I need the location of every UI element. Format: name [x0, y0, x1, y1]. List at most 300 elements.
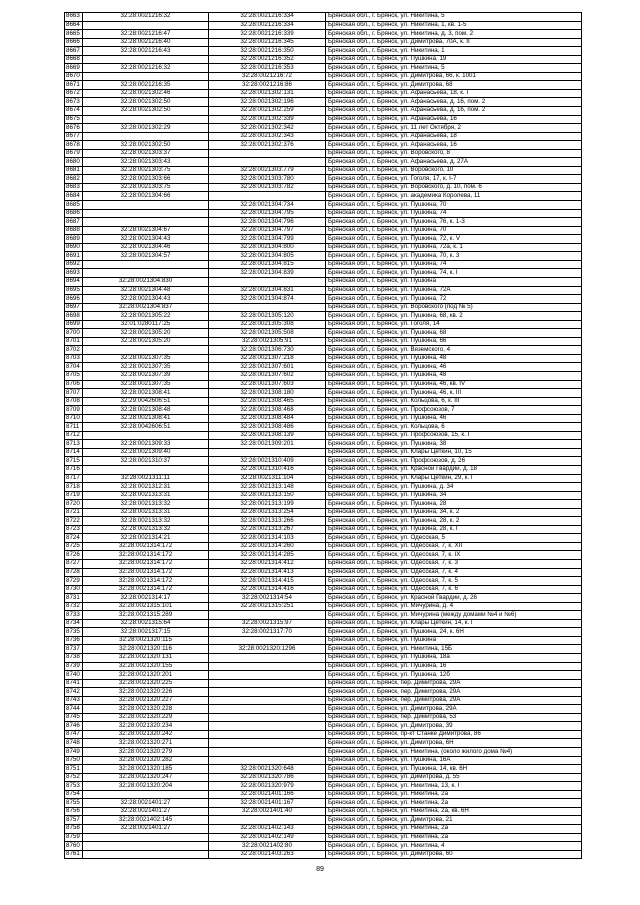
row-number-cell: 8684 — [65, 192, 83, 201]
object-cadastral-number-cell: 32:28:0021314:260 — [209, 542, 326, 551]
land-cadastral-number-cell: 32:28:0021313:32 — [83, 500, 209, 509]
table-row — [65, 21, 582, 30]
land-cadastral-number-cell: 32:28:0021320:131 — [83, 654, 209, 663]
land-cadastral-number-cell: 32:28:0021315:101 — [83, 602, 209, 611]
table-row — [65, 38, 582, 47]
land-cadastral-number-cell: 32:28:0021314:21 — [83, 534, 209, 543]
table-row — [65, 414, 582, 423]
table-row — [65, 807, 582, 816]
row-number-cell: 8691 — [65, 252, 83, 261]
address-cell: Брянская обл., г. Брянск, ул. Димитрова, 70А, к. II — [326, 38, 582, 47]
object-cadastral-number-cell: 32:28:0021302:131 — [209, 89, 326, 98]
table-row — [65, 303, 582, 312]
object-cadastral-number-cell: 32:28:0021305:508 — [209, 329, 326, 338]
land-cadastral-number-cell — [83, 790, 209, 799]
object-cadastral-number-cell: 32:28:0021216:334 — [209, 21, 326, 30]
row-number-cell: 8705 — [65, 371, 83, 380]
table-row — [65, 491, 582, 500]
row-number-cell: 8667 — [65, 47, 83, 56]
row-number-cell: 8744 — [65, 705, 83, 714]
land-cadastral-number-cell: 32:28:0021307:35 — [83, 354, 209, 363]
address-cell: Брянская обл., г. Брянск, ул. Никитина, 2а — [326, 824, 582, 833]
object-cadastral-number-cell: 32:28:0021216:86 — [209, 81, 326, 90]
table-row — [65, 457, 582, 466]
land-cadastral-number-cell: 32:28:0021315:64 — [83, 619, 209, 628]
object-cadastral-number-cell: 32:28:0021314:416 — [209, 585, 326, 594]
address-cell: Брянская обл., г. Брянск, ул. Пушкина, 74 — [326, 209, 582, 218]
row-number-cell: 8715 — [65, 457, 83, 466]
table-row — [65, 337, 582, 346]
object-cadastral-number-cell: 32:28:0021305:120 — [209, 312, 326, 321]
table-row — [65, 115, 582, 124]
address-cell: Брянская обл., г. Брянск, ул. Никитина, 2а — [326, 833, 582, 842]
table-row — [65, 98, 582, 107]
table-row — [65, 474, 582, 483]
land-cadastral-number-cell: 32:28:0021304:46 — [83, 243, 209, 252]
address-cell: Брянская обл., г. Брянск, ул. Воровского, д. 10, пом. 6 — [326, 183, 582, 192]
object-cadastral-number-cell: 32:28:0021303:780 — [209, 175, 326, 184]
row-number-cell: 8751 — [65, 765, 83, 774]
address-cell: Брянская обл., г. Брянск, ул. Афанасьева, д. 16, пом. 2 — [326, 107, 582, 116]
object-cadastral-number-cell: 32:28:0021314:415 — [209, 577, 326, 586]
table-row — [65, 483, 582, 492]
row-number-cell: 8748 — [65, 739, 83, 748]
row-number-cell: 8728 — [65, 568, 83, 577]
row-number-cell: 8712 — [65, 431, 83, 440]
land-cadastral-number-cell — [83, 115, 209, 124]
row-number-cell: 8698 — [65, 312, 83, 321]
row-number-cell: 8700 — [65, 329, 83, 338]
land-cadastral-number-cell — [83, 260, 209, 269]
table-row — [65, 406, 582, 415]
address-cell: Брянская обл., г. Брянск, ул. Пушкина, 18а — [326, 654, 582, 663]
row-number-cell: 8663 — [65, 13, 83, 22]
table-row — [65, 201, 582, 210]
address-cell: Брянская обл., г. Брянск, ул. Одесская, 7, к. 6 — [326, 585, 582, 594]
land-cadastral-number-cell: 32:28:0021312:31 — [83, 483, 209, 492]
address-cell: Брянская обл., г. Брянск, ул. Афанасьева, д. 16, пом. 2 — [326, 98, 582, 107]
table-row — [65, 790, 582, 799]
object-cadastral-number-cell: 32:28:0021313:148 — [209, 483, 326, 492]
address-cell: Брянская обл., г. Брянск, пер. Димитрова, 53 — [326, 713, 582, 722]
address-cell: Брянская обл., г. Брянск, ул. Никитина, 5 — [326, 13, 582, 22]
row-number-cell: 8688 — [65, 226, 83, 235]
address-cell: Брянская обл., г. Брянск, ул. Пушкина, 16А — [326, 756, 582, 765]
address-cell: Брянская обл., г. Брянск, ул. Димитрова, 68 — [326, 81, 582, 90]
land-cadastral-number-cell: 32:28:0021320:234 — [83, 722, 209, 731]
address-cell: Брянская обл., г. Брянск, ул. Пушкина, 19 — [326, 55, 582, 64]
land-cadastral-number-cell — [83, 346, 209, 355]
object-cadastral-number-cell: 32:28:0021311:104 — [209, 474, 326, 483]
table-row — [65, 730, 582, 739]
row-number-cell: 8721 — [65, 508, 83, 517]
address-cell: Брянская обл., г. Брянск, пер. Димитрова, 29А — [326, 688, 582, 697]
land-cadastral-number-cell: 32:28:0021307:35 — [83, 363, 209, 372]
address-cell: Брянская обл., г. Брянск, ул. Никитина, 4 — [326, 842, 582, 851]
address-cell: Брянская обл., г. Брянск, ул. Никитина, 5 — [326, 64, 582, 73]
row-number-cell: 8719 — [65, 491, 83, 500]
address-cell: Брянская обл., г. Брянск, ул. 11 лет Октября, 2 — [326, 124, 582, 133]
object-cadastral-number-cell: 32:28:0021401:166 — [209, 790, 326, 799]
object-cadastral-number-cell — [209, 149, 326, 158]
land-cadastral-number-cell: 32:28:0021304:67 — [83, 226, 209, 235]
address-cell: Брянская обл., г. Брянск, ул. Пушкина, 70 — [326, 226, 582, 235]
row-number-cell: 8724 — [65, 534, 83, 543]
land-cadastral-number-cell: 32:28:0021309:33 — [83, 440, 209, 449]
row-number-cell: 8716 — [65, 465, 83, 474]
table-row — [65, 277, 582, 286]
land-cadastral-number-cell: 32:28:0021320:115 — [83, 636, 209, 645]
object-cadastral-number-cell: 32:28:0021304:805 — [209, 252, 326, 261]
land-cadastral-number-cell: 32:28:0021313:32 — [83, 517, 209, 526]
table-row — [65, 397, 582, 406]
address-cell: Брянская обл., г. Брянск, ул. Пушкина, 72, к. V — [326, 235, 582, 244]
object-cadastral-number-cell: 32:28:0021304:831 — [209, 286, 326, 295]
table-row — [65, 371, 582, 380]
table-row — [65, 517, 582, 526]
table-row — [65, 748, 582, 757]
object-cadastral-number-cell: 32:28:0021216:334 — [209, 13, 326, 22]
table-row — [65, 619, 582, 628]
table-row — [65, 534, 582, 543]
address-cell: Брянская обл., г. Брянск, ул. Пушкина, 46 — [326, 363, 582, 372]
row-number-cell: 8670 — [65, 72, 83, 81]
land-cadastral-number-cell: 32:28:0021314:172 — [83, 542, 209, 551]
object-cadastral-number-cell: 32:28:0021216:353 — [209, 64, 326, 73]
object-cadastral-number-cell — [209, 739, 326, 748]
object-cadastral-number-cell: 32:28:0021310:409 — [209, 457, 326, 466]
row-number-cell: 8709 — [65, 406, 83, 415]
object-cadastral-number-cell: 32:28:0021315:251 — [209, 602, 326, 611]
table-row — [65, 782, 582, 791]
object-cadastral-number-cell: 32:28:0021313:199 — [209, 500, 326, 509]
address-cell: Брянская обл., г. Брянск, ул. Профсоюзов, 7 — [326, 406, 582, 415]
table-row — [65, 55, 582, 64]
land-cadastral-number-cell: 32:28:0021216:35 — [83, 81, 209, 90]
land-cadastral-number-cell: 32:28:0021401:27 — [83, 807, 209, 816]
land-cadastral-number-cell: 32:28:0021216:40 — [83, 38, 209, 47]
table-row — [65, 209, 582, 218]
table-row — [65, 354, 582, 363]
object-cadastral-number-cell: 32:28:0021306:730 — [209, 346, 326, 355]
object-cadastral-number-cell: 32:28:0021302:339 — [209, 115, 326, 124]
row-number-cell: 8754 — [65, 790, 83, 799]
land-cadastral-number-cell — [83, 55, 209, 64]
land-cadastral-number-cell: 32:28:0021320:247 — [83, 773, 209, 782]
land-cadastral-number-cell: 32:28:0021320:204 — [83, 782, 209, 791]
land-cadastral-number-cell: 32:28:0021313:31 — [83, 491, 209, 500]
table-row — [65, 799, 582, 808]
object-cadastral-number-cell — [209, 748, 326, 757]
land-cadastral-number-cell — [83, 465, 209, 474]
table-row — [65, 508, 582, 517]
row-number-cell: 8740 — [65, 671, 83, 680]
row-number-cell: 8733 — [65, 611, 83, 620]
object-cadastral-number-cell: 32:28:0021308:468 — [209, 406, 326, 415]
object-cadastral-number-cell: 32:28:0021308:465 — [209, 397, 326, 406]
row-number-cell: 8734 — [65, 619, 83, 628]
address-cell: Брянская обл., г. Брянск, ул. Одесская, 7, к. 3 — [326, 560, 582, 569]
object-cadastral-number-cell: 32:28:0021320:979 — [209, 782, 326, 791]
address-cell: Брянская обл., г. Брянск, ул. Димитрова, д. 55 — [326, 773, 582, 782]
row-number-cell: 8747 — [65, 730, 83, 739]
table-row — [65, 833, 582, 842]
table-row — [65, 842, 582, 851]
land-cadastral-number-cell: 32:28:0021315:289 — [83, 611, 209, 620]
land-cadastral-number-cell: 32:28:0021308:41 — [83, 389, 209, 398]
table-row — [65, 192, 582, 201]
object-cadastral-number-cell: 32:28:0021216:345 — [209, 38, 326, 47]
land-cadastral-number-cell: 32:28:0021314:172 — [83, 577, 209, 586]
address-cell: Брянская обл., г. Брянск, ул. Димитрова, 39 — [326, 722, 582, 731]
land-cadastral-number-cell: 32:28:0021314:172 — [83, 560, 209, 569]
row-number-cell: 8675 — [65, 115, 83, 124]
land-cadastral-number-cell: 32:28:0021308:48 — [83, 406, 209, 415]
table-row — [65, 320, 582, 329]
land-cadastral-number-cell: 32:28:0021303:75 — [83, 183, 209, 192]
land-cadastral-number-cell: 32:28:0021302:50 — [83, 98, 209, 107]
object-cadastral-number-cell — [209, 654, 326, 663]
land-cadastral-number-cell: 32:28:0021320:201 — [83, 671, 209, 680]
row-number-cell: 8671 — [65, 81, 83, 90]
object-cadastral-number-cell: 32:28:0021302:342 — [209, 124, 326, 133]
table-row — [65, 252, 582, 261]
row-number-cell: 8745 — [65, 713, 83, 722]
land-cadastral-number-cell: 32:28:0021216:32 — [83, 13, 209, 22]
address-cell: Брянская обл., г. Брянск, ул. Одесская, 7, к. XII — [326, 542, 582, 551]
object-cadastral-number-cell: 32:28:0021302:343 — [209, 132, 326, 141]
row-number-cell: 8761 — [65, 850, 83, 859]
row-number-cell: 8706 — [65, 380, 83, 389]
land-cadastral-number-cell: 32:01:0280117:25 — [83, 320, 209, 329]
registry-table — [64, 12, 582, 859]
table-row — [65, 773, 582, 782]
land-cadastral-number-cell — [83, 850, 209, 859]
row-number-cell: 8743 — [65, 696, 83, 705]
table-row — [65, 654, 582, 663]
row-number-cell: 8681 — [65, 166, 83, 175]
table-row — [65, 713, 582, 722]
row-number-cell: 8699 — [65, 320, 83, 329]
address-cell: Брянская обл., г. Брянск, ул. Пушкина, 24, к. 6Н — [326, 628, 582, 637]
object-cadastral-number-cell: 32:28:0021308:180 — [209, 389, 326, 398]
table-row — [65, 312, 582, 321]
land-cadastral-number-cell: 32:28:0021302:50 — [83, 107, 209, 116]
object-cadastral-number-cell — [209, 192, 326, 201]
object-cadastral-number-cell: 32:28:0021303:782 — [209, 183, 326, 192]
object-cadastral-number-cell: 32:28:0021320:648 — [209, 765, 326, 774]
land-cadastral-number-cell: 32:28:0021305:20 — [83, 337, 209, 346]
row-number-cell: 8749 — [65, 748, 83, 757]
address-cell: Брянская обл., г. Брянск, ул. Пушкина, 74 — [326, 260, 582, 269]
address-cell: Брянская обл., г. Брянск, ул. Пушкина, 34 — [326, 491, 582, 500]
object-cadastral-number-cell — [209, 636, 326, 645]
address-cell: Брянская обл., г. Брянск, ул. Пушкина, 48 — [326, 371, 582, 380]
object-cadastral-number-cell: 32:28:0021305:308 — [209, 320, 326, 329]
address-cell: Брянская обл., г. Брянск, ул. Пушкина, 34, к. 2 — [326, 508, 582, 517]
object-cadastral-number-cell: 32:28:0021320:1296 — [209, 645, 326, 654]
table-row — [65, 149, 582, 158]
object-cadastral-number-cell: 32:28:0021314:285 — [209, 551, 326, 560]
object-cadastral-number-cell: 32:28:0021310:416 — [209, 465, 326, 474]
land-cadastral-number-cell — [83, 833, 209, 842]
address-cell: Брянская обл., г. Брянск, ул. Пушкина, 76, к. 1-3 — [326, 218, 582, 227]
row-number-cell: 8757 — [65, 816, 83, 825]
land-cadastral-number-cell — [83, 132, 209, 141]
object-cadastral-number-cell: 32:28:0021304:734 — [209, 201, 326, 210]
table-row — [65, 500, 582, 509]
land-cadastral-number-cell: 32:28:0021317:15 — [83, 628, 209, 637]
object-cadastral-number-cell: 32:28:0021402:143 — [209, 824, 326, 833]
table-row — [65, 431, 582, 440]
land-cadastral-number-cell: 32:28:0021311:11 — [83, 474, 209, 483]
row-number-cell: 8726 — [65, 551, 83, 560]
row-number-cell: 8737 — [65, 645, 83, 654]
row-number-cell: 8666 — [65, 38, 83, 47]
row-number-cell: 8679 — [65, 149, 83, 158]
address-cell: Брянская обл., г. Брянск, ул. Пушкина, 68 — [326, 329, 582, 338]
table-row — [65, 542, 582, 551]
table-row — [65, 218, 582, 227]
row-number-cell: 8707 — [65, 389, 83, 398]
address-cell: Брянская обл., г. Брянск, ул. Никитина, 15Б — [326, 645, 582, 654]
table-row — [65, 679, 582, 688]
land-cadastral-number-cell: 32:28:0021401:27 — [83, 824, 209, 833]
address-cell: Брянская обл., г. Брянск, ул. Кольцова, 6, к. III — [326, 397, 582, 406]
address-cell: Брянская обл., г. Брянск, ул. Гоголя, 17, к. I-7 — [326, 175, 582, 184]
object-cadastral-number-cell — [209, 705, 326, 714]
address-cell: Брянская обл., г. Брянск, ул. Вяземского, 4 — [326, 346, 582, 355]
land-cadastral-number-cell: 32:28:0021320:282 — [83, 756, 209, 765]
object-cadastral-number-cell: 32:28:0021216:350 — [209, 47, 326, 56]
address-cell: Брянская обл., г. Брянск, ул. академика Королева, 11 — [326, 192, 582, 201]
table-row — [65, 585, 582, 594]
address-cell: Брянская обл., г. Брянск, ул. Пушкина, 28, к. I — [326, 525, 582, 534]
table-row — [65, 465, 582, 474]
address-cell: Брянская обл., г. Брянск, ул. Афанасьева, 16 — [326, 115, 582, 124]
address-cell: Брянская обл., г. Брянск, ул. Кольцова, 6 — [326, 423, 582, 432]
object-cadastral-number-cell: 32:28:0021302:259 — [209, 107, 326, 116]
table-row — [65, 260, 582, 269]
land-cadastral-number-cell: 32:29:0042606:51 — [83, 397, 209, 406]
object-cadastral-number-cell: 32:28:0021313:266 — [209, 517, 326, 526]
object-cadastral-number-cell: 32:28:0021313:254 — [209, 508, 326, 517]
row-number-cell: 8755 — [65, 799, 83, 808]
object-cadastral-number-cell: 32:28:0021216:352 — [209, 55, 326, 64]
object-cadastral-number-cell: 32:28:0021308:486 — [209, 423, 326, 432]
table-row — [65, 696, 582, 705]
row-number-cell: 8717 — [65, 474, 83, 483]
row-number-cell: 8685 — [65, 201, 83, 210]
table-row — [65, 380, 582, 389]
land-cadastral-number-cell — [83, 218, 209, 227]
address-cell: Брянская обл., г. Брянск, ул. Клары Цеткин, 29, к. I — [326, 474, 582, 483]
table-row — [65, 72, 582, 81]
row-number-cell: 8713 — [65, 440, 83, 449]
table-row — [65, 226, 582, 235]
table-row — [65, 525, 582, 534]
address-cell: Брянская обл., г. Брянск, ул. Пушкина, 70 — [326, 201, 582, 210]
address-cell: Брянская обл., г. Брянск, ул. Пушкина, 72а, к. 1 — [326, 243, 582, 252]
object-cadastral-number-cell: 32:28:0021302:376 — [209, 141, 326, 150]
row-number-cell: 8742 — [65, 688, 83, 697]
land-cadastral-number-cell — [83, 209, 209, 218]
object-cadastral-number-cell: 32:28:0021314:413 — [209, 568, 326, 577]
table-row — [65, 295, 582, 304]
row-number-cell: 8689 — [65, 235, 83, 244]
address-cell: Брянская обл., г. Брянск, ул. Пушкина, 46 — [326, 414, 582, 423]
row-number-cell: 8677 — [65, 132, 83, 141]
object-cadastral-number-cell: 32:28:0021317:70 — [209, 628, 326, 637]
address-cell: Брянская обл., г. Брянск, ул. Клары Цеткин, 10, 15 — [326, 448, 582, 457]
table-row — [65, 269, 582, 278]
address-cell: Брянская обл., г. Брянск, ул. Никитина, 1, кв. 1-5 — [326, 21, 582, 30]
table-row — [65, 47, 582, 56]
land-cadastral-number-cell: 32:28:0021302:50 — [83, 141, 209, 150]
object-cadastral-number-cell: 32:28:0021308:484 — [209, 414, 326, 423]
object-cadastral-number-cell: 32:28:0021216:72 — [209, 72, 326, 81]
object-cadastral-number-cell: 32:28:0021401:40 — [209, 807, 326, 816]
table-row — [65, 124, 582, 133]
object-cadastral-number-cell: 32:28:0021314:412 — [209, 560, 326, 569]
table-row — [65, 363, 582, 372]
address-cell: Брянская обл., г. Брянск, ул. Димитрова, 21 — [326, 816, 582, 825]
table-row — [65, 243, 582, 252]
land-cadastral-number-cell: 32:28:0021304:48 — [83, 286, 209, 295]
row-number-cell: 8758 — [65, 824, 83, 833]
object-cadastral-number-cell: 32:28:0021304:839 — [209, 269, 326, 278]
object-cadastral-number-cell — [209, 730, 326, 739]
row-number-cell: 8752 — [65, 773, 83, 782]
address-cell: Брянская обл., г. Брянск, ул. Гоголя, 14 — [326, 320, 582, 329]
row-number-cell: 8736 — [65, 636, 83, 645]
row-number-cell: 8664 — [65, 21, 83, 30]
row-number-cell: 8665 — [65, 30, 83, 39]
address-cell: Брянская обл., г. Брянск, ул. Димитрова, 29А — [326, 705, 582, 714]
land-cadastral-number-cell: 32:28:0021320:228 — [83, 705, 209, 714]
object-cadastral-number-cell: 32:28:0021305:91 — [209, 337, 326, 346]
table-row — [65, 346, 582, 355]
object-cadastral-number-cell: 32:28:0021303:779 — [209, 166, 326, 175]
row-number-cell: 8746 — [65, 722, 83, 731]
land-cadastral-number-cell: 32:28:0021304:43 — [83, 235, 209, 244]
land-cadastral-number-cell: 32:28:0021313:32 — [83, 525, 209, 534]
object-cadastral-number-cell: 32:28:0021304:874 — [209, 295, 326, 304]
object-cadastral-number-cell: 32:28:0021304:800 — [209, 243, 326, 252]
table-row — [65, 636, 582, 645]
object-cadastral-number-cell: 32:28:0021403:263 — [209, 850, 326, 859]
table-row — [65, 705, 582, 714]
address-cell: Брянская обл., г. Брянск, ул. Пушкина, д. 34 — [326, 483, 582, 492]
address-cell: Брянская обл., г. Брянск, ул. Профсоюзов, д. 26 — [326, 457, 582, 466]
object-cadastral-number-cell — [209, 611, 326, 620]
land-cadastral-number-cell: 32:28:0021320:155 — [83, 662, 209, 671]
table-row — [65, 577, 582, 586]
land-cadastral-number-cell: 32:28:0021307:39 — [83, 371, 209, 380]
address-cell: Брянская обл., г. Брянск, ул. Воровского (под № 5) — [326, 303, 582, 312]
address-cell: Брянская обл., г. Брянск, ул. Афанасьева, 18 — [326, 132, 582, 141]
land-cadastral-number-cell: 32:28:0021303:43 — [83, 158, 209, 167]
object-cadastral-number-cell: 32:28:0021307:603 — [209, 380, 326, 389]
land-cadastral-number-cell: 32:28:0021304:830 — [83, 277, 209, 286]
table-row — [65, 329, 582, 338]
address-cell: Брянская обл., г. Брянск, ул. Пушкина, 68, кв. 2 — [326, 312, 582, 321]
row-number-cell: 8708 — [65, 397, 83, 406]
address-cell: Брянская обл., г. Брянск, ул. Красной Гвардии, д. 18 — [326, 465, 582, 474]
object-cadastral-number-cell: 32:28:0021309:201 — [209, 440, 326, 449]
address-cell: Брянская обл., г. Брянск, ул. Клары Цеткин, 14, к. I — [326, 619, 582, 628]
address-cell: Брянская обл., г. Брянск, ул. Афанасьева, 18, к. I — [326, 89, 582, 98]
